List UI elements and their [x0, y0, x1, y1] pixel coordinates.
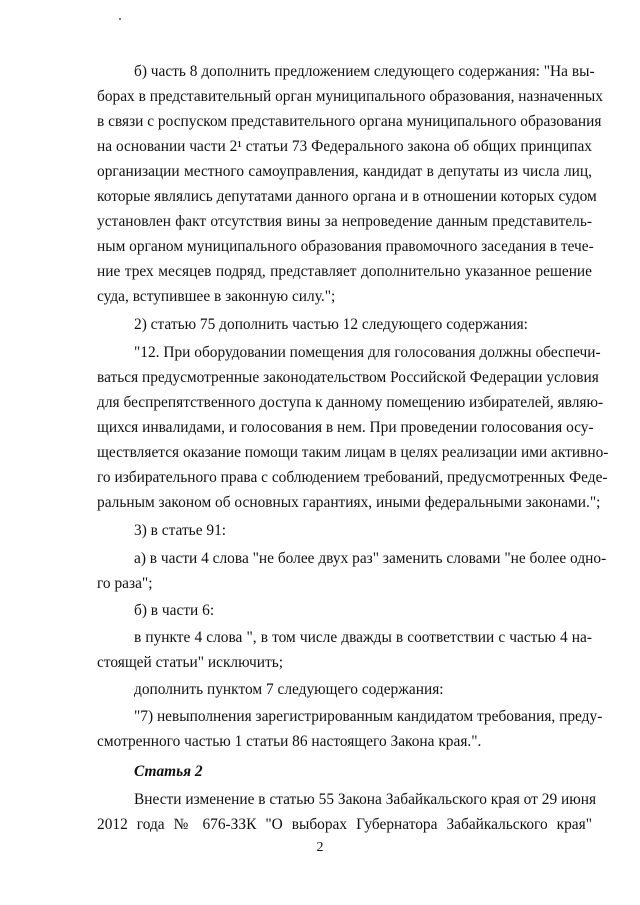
text-line: б) часть 8 дополнить предложением следующего содержания: "На вы- — [134, 63, 595, 80]
text-line: "7) невыполнения зарегистрированным кандидатом требования, преду- — [134, 708, 603, 725]
text-line: го раза"; — [97, 575, 153, 592]
text-line: 3) в статье 91: — [134, 522, 227, 539]
text-line: для беспрепятственного доступа к данному помещению избирателей, являю- — [97, 394, 604, 411]
text-line: а) в части 4 слова "не более двух раз" заменить словами "не более одно- — [134, 550, 607, 567]
text-line: ральным законом об основных гарантиях, иными федеральными законами."; — [97, 494, 601, 511]
text-line: ние трех месяцев подряд, представляет дополнительно указанное решение — [97, 263, 592, 280]
text-line: борах в представительный орган муниципального образования, назначенных — [97, 88, 603, 105]
text-line: ществляется оказание помощи таким лицам в целях реализации ими активно- — [97, 444, 609, 461]
scan-speck — [119, 18, 121, 20]
text-line: дополнить пунктом 7 следующего содержания: — [134, 681, 444, 698]
text-line: б) в части 6: — [134, 602, 215, 619]
text-line: ваться предусмотренные законодательством Российской Федерации условия — [97, 369, 599, 386]
text-line: "12. При оборудовании помещения для голосования должны обеспечи- — [134, 344, 601, 361]
text-line: в связи с роспуском представительного органа муниципального образования — [97, 113, 602, 130]
text-line: щихся инвалидами, и голосования в нем. При проведении голосования осу- — [97, 419, 594, 436]
text-line: 2) статью 75 дополнить частью 12 следующего содержания: — [134, 316, 528, 333]
text-line: на основании части 2¹ статьи 73 Федерального закона об общих принципах — [97, 138, 592, 155]
text-line: суда, вступившее в законную силу."; — [97, 288, 336, 305]
text-line: организации местного самоуправления, кандидат в депутаты из числа лиц, — [97, 163, 592, 180]
text-line: ным органом муниципального образования правомочного заседания в тече- — [97, 238, 594, 255]
page-number: 2 — [316, 840, 324, 855]
text-line: которые являлись депутатами данного органа и в отношении которых судом — [97, 188, 597, 205]
text-line: установлен факт отсутствия вины за непроведение данным представитель- — [97, 213, 592, 230]
text-line: смотренного частью 1 статьи 86 настоящего Закона края.". — [97, 733, 482, 750]
text-line: Внести изменение в статью 55 Закона Забайкальского края от 29 июня — [134, 791, 597, 808]
article-title: Статья 2 — [134, 763, 203, 780]
text-line: 2012 года № 676-ЗЗК "О выборах Губернатора Забайкальского края" — [97, 816, 592, 833]
text-line: в пункте 4 слова ", в том числе дважды в соответствии с частью 4 на- — [134, 629, 592, 646]
text-line: стоящей статьи" исключить; — [97, 654, 284, 671]
text-line: го избирательного права с соблюдением требований, предусмотренных Феде- — [97, 469, 608, 486]
